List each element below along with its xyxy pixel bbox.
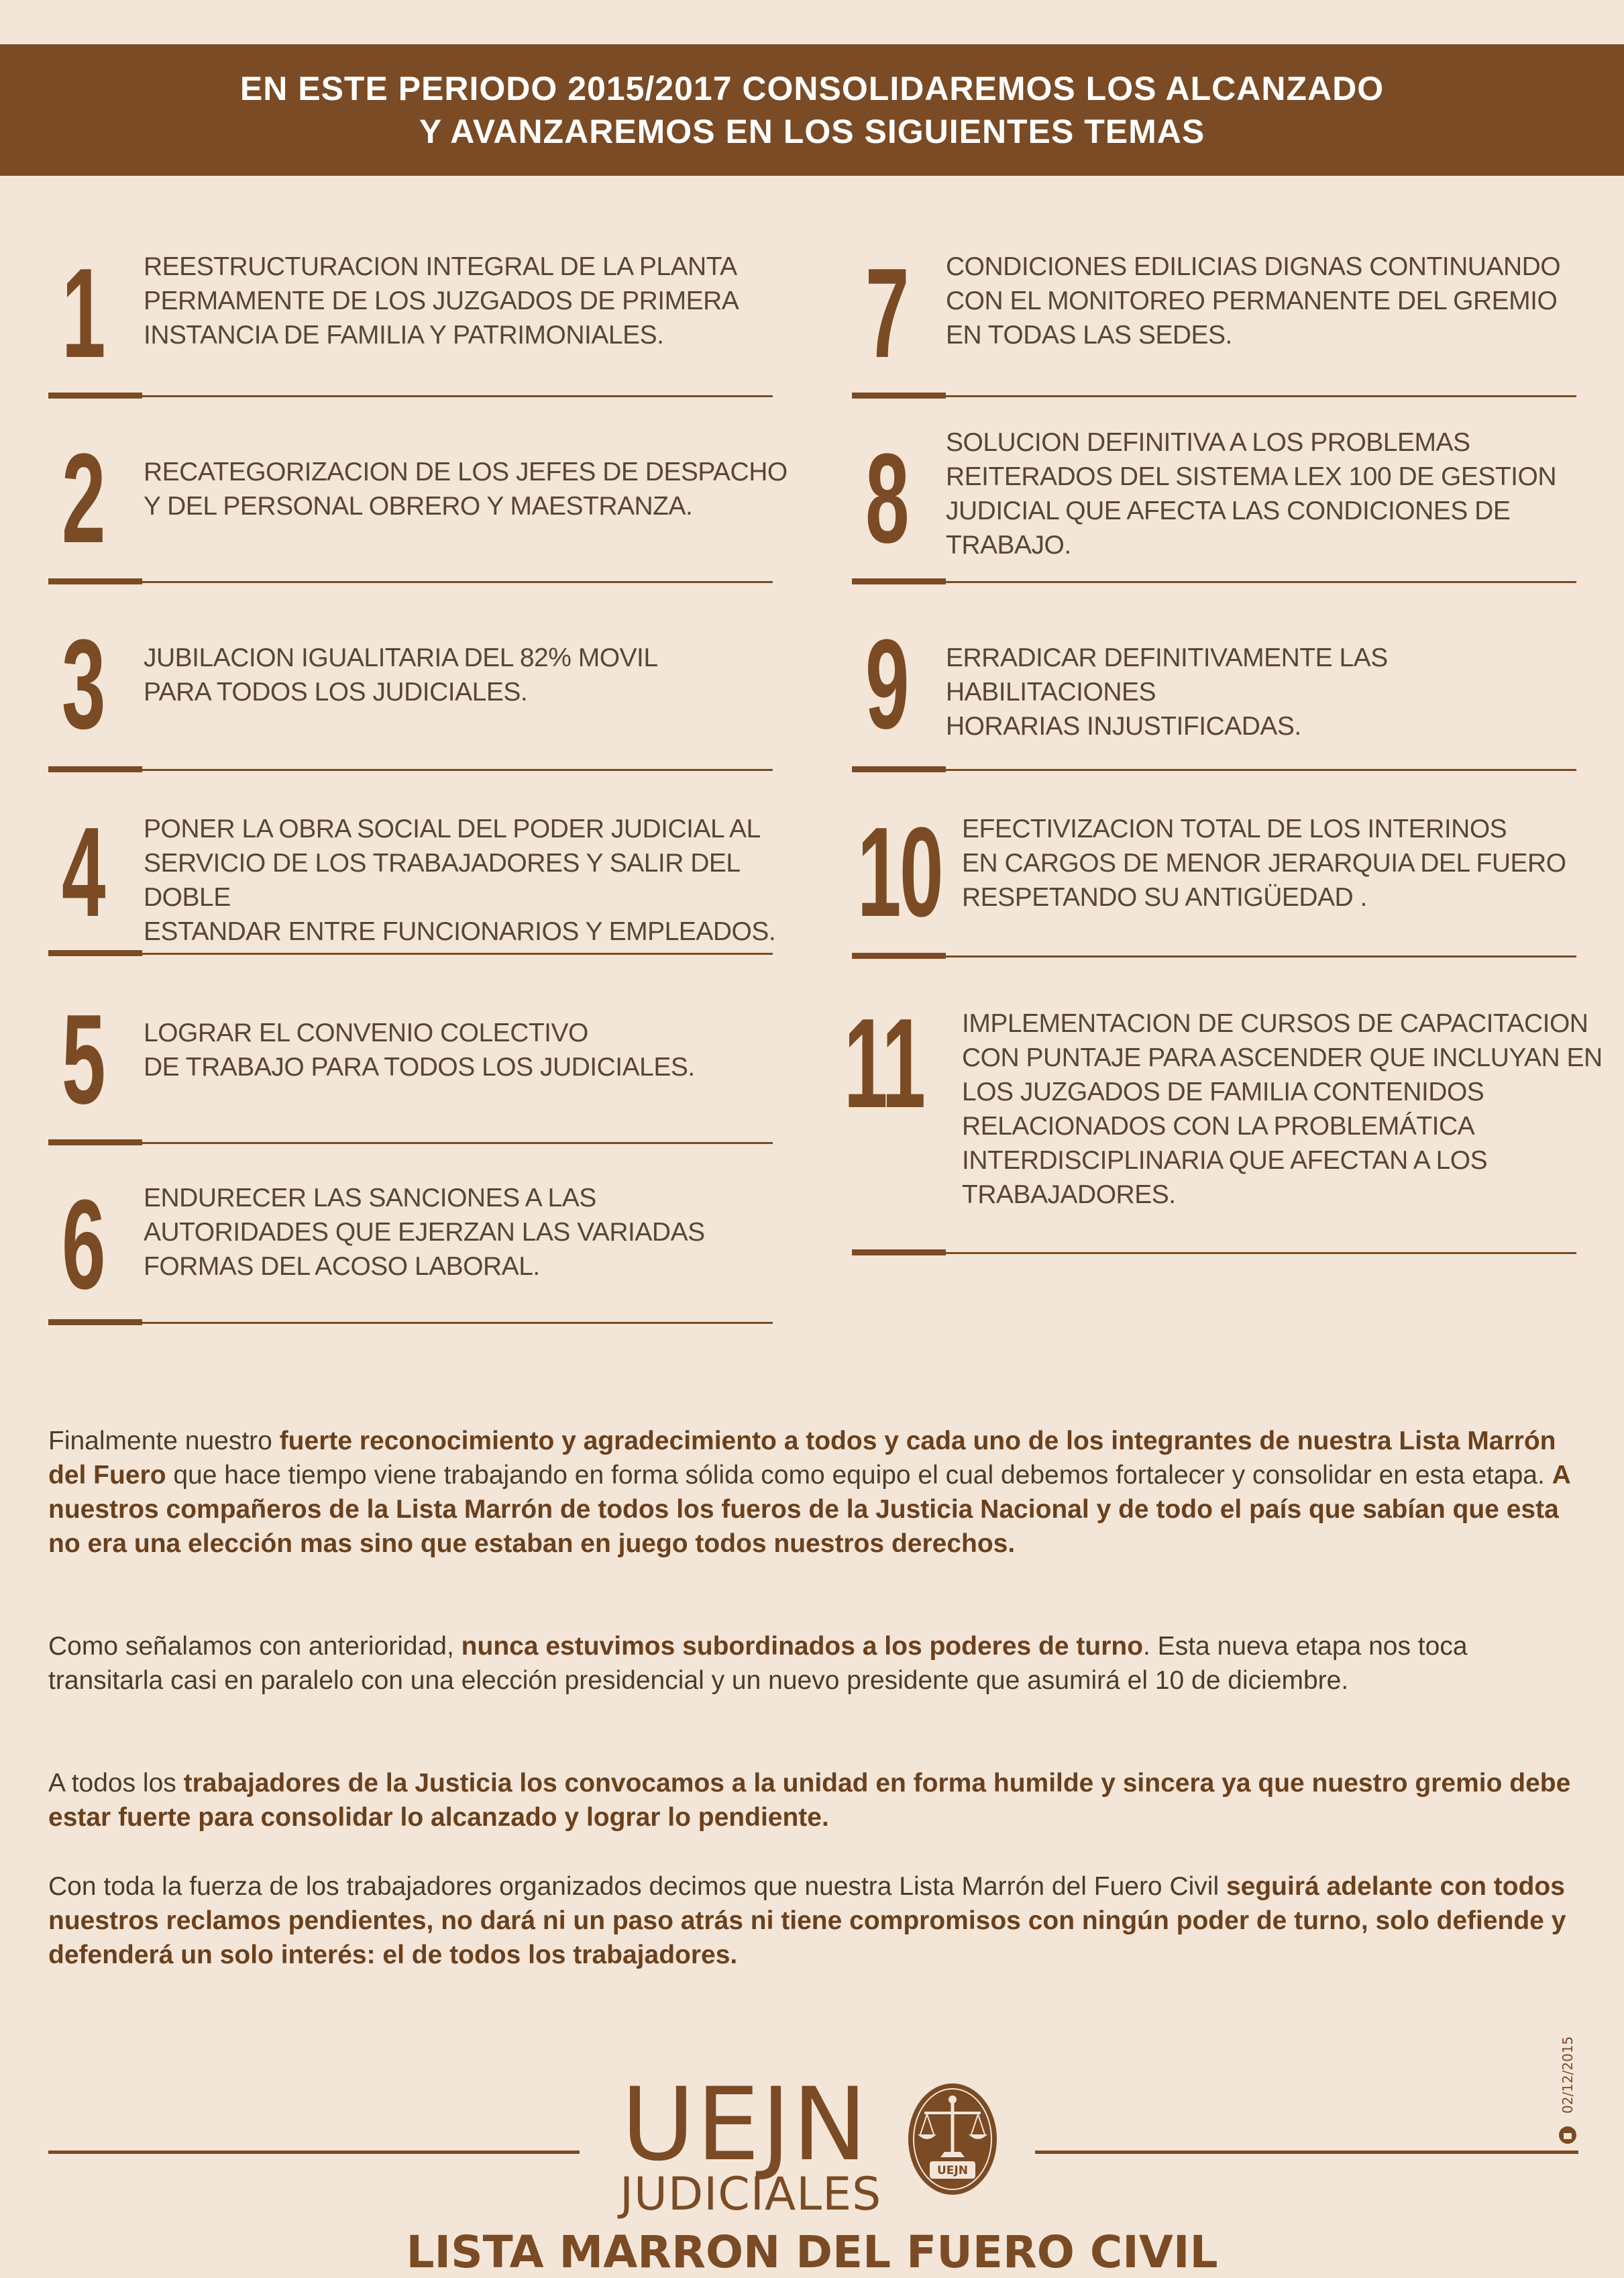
banner-line-2: Y AVANZAREMOS EN LOS SIGUIENTES TEMAS	[419, 113, 1205, 150]
item-text: IMPLEMENTACION DE CURSOS DE CAPACITACION CON PUNTAJE PARA ASCENDER QUE INCLUYAN EN LOS JUZGADOS DE FAMILIA CONTENIDOS RELACIONADOS CON LA PROBLEMÁTICA INTERDISCIPLINARIA QUE AFECTAN A LOS TRABAJADORES.	[962, 1009, 1603, 1209]
item-text: CONDICIONES EDILICIAS DIGNAS CONTINUANDO CON EL MONITOREO PERMANENTE DEL GREMIO EN TODAS LAS SEDES.	[946, 252, 1561, 350]
item-number: 4	[62, 801, 105, 943]
paragraph-acknowledgement	[48, 1424, 1584, 1561]
date-stamp	[1558, 2013, 1578, 2147]
footer-line-left	[48, 2151, 580, 2154]
list-item	[865, 613, 1603, 756]
date-text: 02/12/2015	[1560, 2036, 1576, 2114]
list-item	[62, 801, 800, 946]
divider	[852, 955, 1576, 957]
item-number: 8	[865, 427, 908, 570]
divider	[852, 581, 1576, 583]
text-run: Con toda la fuerza de los trabajadores organizados decimos que nuestra Lista Marrón del Fuero Civil	[48, 1872, 1226, 1901]
footer-line-right	[1035, 2151, 1578, 2154]
list-item	[62, 1174, 800, 1316]
item-number: 7	[865, 242, 908, 384]
bold-text-run: A nuestros compañeros de la Lista Marrón de todos los fueros de la Justicia Nacional y de todo el país que sabían que esta no era una elección mas sino que estaban en juego todos nuestros derechos.	[48, 1461, 1570, 1558]
item-number: 6	[62, 1174, 105, 1316]
list-item	[62, 613, 800, 756]
seal-text: UEJN	[937, 2164, 968, 2177]
text-run: A todos los	[48, 1769, 184, 1798]
item-number: 5	[62, 988, 105, 1131]
text-run: que hace tiempo viene trabajando en forma sólida como equipo el cual debemos fortalecer y consolidar en esta etapa.	[166, 1461, 1552, 1490]
item-number: 2	[62, 427, 105, 570]
divider	[48, 581, 773, 583]
divider	[48, 395, 773, 397]
text-run: Como señalamos con anterioridad,	[48, 1632, 462, 1661]
item-text: SOLUCION DEFINITIVA A LOS PROBLEMAS REITERADOS DEL SISTEMA LEX 100 DE GESTION JUDICIAL QUE AFECTA LAS CONDICIONES DE TRABAJO.	[946, 428, 1556, 560]
item-number: 11	[844, 992, 924, 1135]
list-item	[62, 242, 800, 384]
list-item	[865, 242, 1603, 384]
bold-text-run: seguirá adelante con todos nuestros reclamos pendientes, no dará ni un paso atrás ni tiene compromisos con ningún poder de turno, solo defiende y defenderá un solo interés: el de todos los trabajadores.	[48, 1872, 1566, 1969]
header-banner	[0, 44, 1624, 176]
text-run: Finalmente nuestro	[48, 1427, 280, 1455]
item-text: LOGRAR EL CONVENIO COLECTIVO DE TRABAJO PARA TODOS LOS JUDICIALES.	[144, 1019, 695, 1082]
item-number: 1	[62, 242, 105, 384]
item-number: 10	[857, 801, 942, 943]
bold-text-run: nunca estuvimos subordinados a los poderes de turno	[461, 1632, 1144, 1661]
list-item	[865, 427, 1603, 570]
paragraph-commitment	[48, 1869, 1584, 1972]
list-title: LISTA MARRON DEL FUERO CIVIL	[406, 2226, 1218, 2278]
list-item	[62, 988, 800, 1131]
divider	[48, 953, 773, 955]
bold-text-run: fuerte reconocimiento y agradecimiento a todos y cada uno de los integrantes de nuestra Lista Marrón del Fuero	[48, 1427, 1556, 1490]
list-item	[62, 427, 800, 570]
divider	[48, 1322, 773, 1324]
paragraph-independence	[48, 1629, 1584, 1698]
item-text: RECATEGORIZACION DE LOS JEFES DE DESPACHO Y DEL PERSONAL OBRERO Y MAESTRANZA.	[144, 458, 788, 521]
justice-scale-seal-icon	[907, 2082, 998, 2196]
text-run: . Esta nueva etapa nos toca transitarla casi en paralelo con una elección presidencial y un nuevo presidente que asumirá el 10 de diciembre.	[48, 1632, 1468, 1695]
item-text: REESTRUCTURACION INTEGRAL DE LA PLANTA PERMAMENTE DE LOS JUZGADOS DE PRIMERA INSTANCIA DE FAMILIA Y PATRIMONIALES.	[144, 252, 739, 350]
list-item	[857, 801, 1609, 943]
item-text: EFECTIVIZACION TOTAL DE LOS INTERINOS EN CARGOS DE MENOR JERARQUIA DEL FUERO RESPETANDO SU ANTIGÜEDAD .	[962, 815, 1566, 912]
divider	[852, 395, 1576, 397]
item-number: 9	[865, 613, 908, 756]
divider	[852, 1252, 1576, 1254]
uejn-logo-text: UEJN	[621, 2067, 869, 2183]
paragraph-unity-call	[48, 1766, 1584, 1834]
banner-line-1: EN ESTE PERIODO 2015/2017 CONSOLIDAREMOS LOS ALCANZADO	[239, 70, 1385, 107]
item-text: ENDURECER LAS SANCIONES A LAS AUTORIDADES QUE EJERZAN LAS VARIADAS FORMAS DEL ACOSO LABORAL.	[144, 1184, 705, 1281]
judiciales-label: JUDICIALES	[620, 2168, 882, 2221]
bold-text-run: trabajadores de la Justicia los convocamos a la unidad en forma humilde y sincera ya que nuestro gremio debe estar fuerte para consolidar lo alcanzado y lograr lo pendiente.	[48, 1769, 1571, 1832]
item-text: JUBILACION IGUALITARIA DEL 82% MOVIL PARA TODOS LOS JUDICIALES.	[144, 643, 658, 707]
divider	[48, 769, 773, 771]
item-number: 3	[62, 613, 105, 756]
divider	[852, 769, 1576, 771]
item-text: ERRADICAR DEFINITIVAMENTE LAS HABILITACIONES HORARIAS INJUSTIFICADAS.	[946, 643, 1388, 741]
list-item	[844, 992, 1609, 1228]
divider	[48, 1142, 773, 1144]
item-text: PONER LA OBRA SOCIAL DEL PODER JUDICIAL AL SERVICIO DE LOS TRABAJADORES Y SALIR DEL DOBLE ESTANDAR ENTRE FUNCIONARIOS Y EMPLEADOS.	[144, 815, 776, 946]
